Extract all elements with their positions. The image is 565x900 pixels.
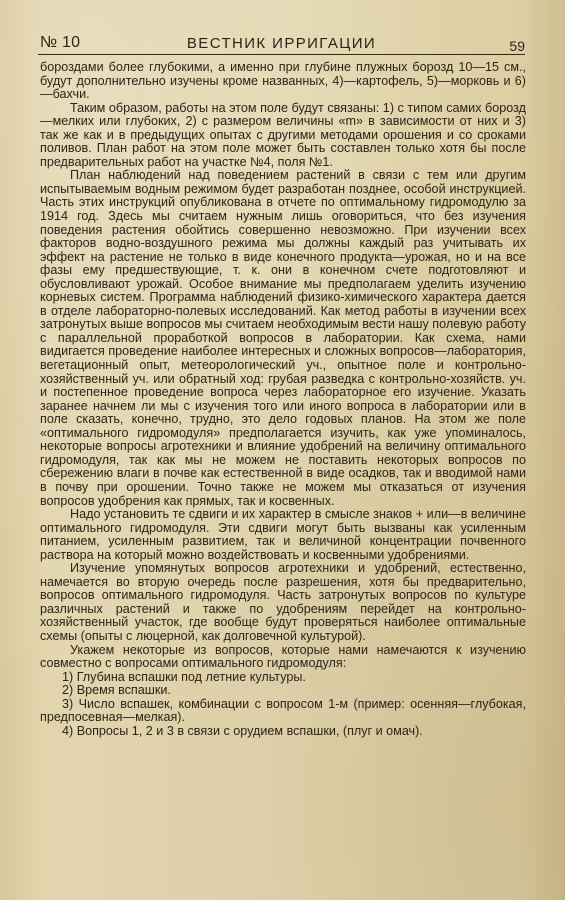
- issue-number: № 10: [40, 34, 81, 51]
- list-item: 4) Вопросы 1, 2 и 3 в связи с орудием вспашки, (плуг и омач).: [62, 723, 423, 738]
- paragraph: Таким образом, работы на этом поле будут связаны: 1) с типом самих борозд—мелких или глубоких, 2) с размером величины «m» в зависимости от них и 3) так же как и в предыдущих опытах с другими методами орошения и со сроками поливов. План работ на этом поле может быть составлен только хотя бы после предварительных работ на участке №4, поля №1.: [40, 100, 526, 169]
- paragraph: План наблюдений над поведением растений в связи с тем или другим испытываемым водным режимом будет разработан позднее, особой инструкцией. Часть этих инструкций опубликована в отчете по оптимальному гидромодулю за 1914 год. Здесь мы считаем нужным лишь оговориться, что без изучения поведения растения обойтись совершенно невозможно. При изучении всех факторов водно-воздушного режима мы должны каждый раз учитывать их эффект на растение не только в виде конечного продукта—урожая, но и на все фазы ему предшествующие, т. к. они в конечном счете подготовляют и обусловливают урожай. Особое внимание мы предполагаем уделить изучению корневых систем. Программа наблюдений физико-химического характера дается в отделе лабораторно-полевых исследований. Как метод работы в изучении всех затронутых выше вопросов мы считаем необходимым вести нашу полевую работу с параллельной проработкой вопросов в лаборатории. Как схема, нами видигается проведение наиболее интересных и сложных вопросов—лаборатория, вегетационный опыт, метеорологический уч., опытное поле и контрольно-хозяйственный уч. или обратный ход: грубая разведка с контрольно-хозяйств. уч. и постепенное проведение вопроса через лабораторное его изучение. Указать заранее начнем ли мы с изучения того или иного вопроса в лаборатории или в поле сказать, конечно, трудно, это дело годовых планов. На этом же поле «оптимального гидромодуля» предполагается изучить, как уже упоминалось, некоторые вопросы агротехники и влияние удобрений на величину оптимального гидромодуля, так как мы не можем не поставить некоторых вопросов по сбережению влаги в почве как естественной в виде осадков, так и вводимой нами в почву при орошении. Точно также не можем мы отказаться от изучения вопросов удобрения как прямых, так и косвенных.: [40, 168, 526, 508]
- paragraph: Изучение упомянутых вопросов агротехники и удобрений, естественно, намечается во вторую очередь после разрешения, хотя бы предварительно, вопросов оптимального гидромодуля. Часть затронутых вопросов по культуре различных растений и также по удобрениям перейдет на контрольно-хозяйственный участок, где вообще будут проверяться наиболее оптимальные схемы (опыты с люцерной, как долговечной культурой).: [40, 561, 526, 643]
- list-item: 3) Число вспашек, комбинации с вопросом 1-м (пример: осенняя—глубокая, предпосевная—мелкая).: [40, 696, 526, 725]
- list-item: 1) Глубина вспашки под летние культуры.: [62, 669, 306, 684]
- paragraph: Укажем некоторые из вопросов, которые нами намечаются к изучению совместно с вопросами оптимального гидромодуля:: [40, 642, 526, 671]
- running-header: [38, 30, 525, 55]
- journal-title: ВЕСТНИК ИРРИГАЦИИ: [186, 35, 377, 52]
- paragraph-continuation: бороздами более глубокими, а именно при глубине плужных борозд 10—15 см., будут дополнительно изучены кроме названных, 4)—картофель, 5)—морковь и 6)—бахчи.: [40, 60, 526, 102]
- paragraph: Надо установить те сдвиги и их характер в смысле знаков + или—в величине оптимального гидромодуля. Эти сдвиги могут быть вызваны как усиленным питанием, усиленным развитием, так и величиной концентрации почвенного раствора на который можно воздействовать и косвенными удобрениями.: [40, 507, 526, 562]
- article-body: [40, 61, 526, 738]
- page-number: 59: [509, 38, 525, 54]
- list-item: 2) Время вспашки.: [62, 683, 171, 698]
